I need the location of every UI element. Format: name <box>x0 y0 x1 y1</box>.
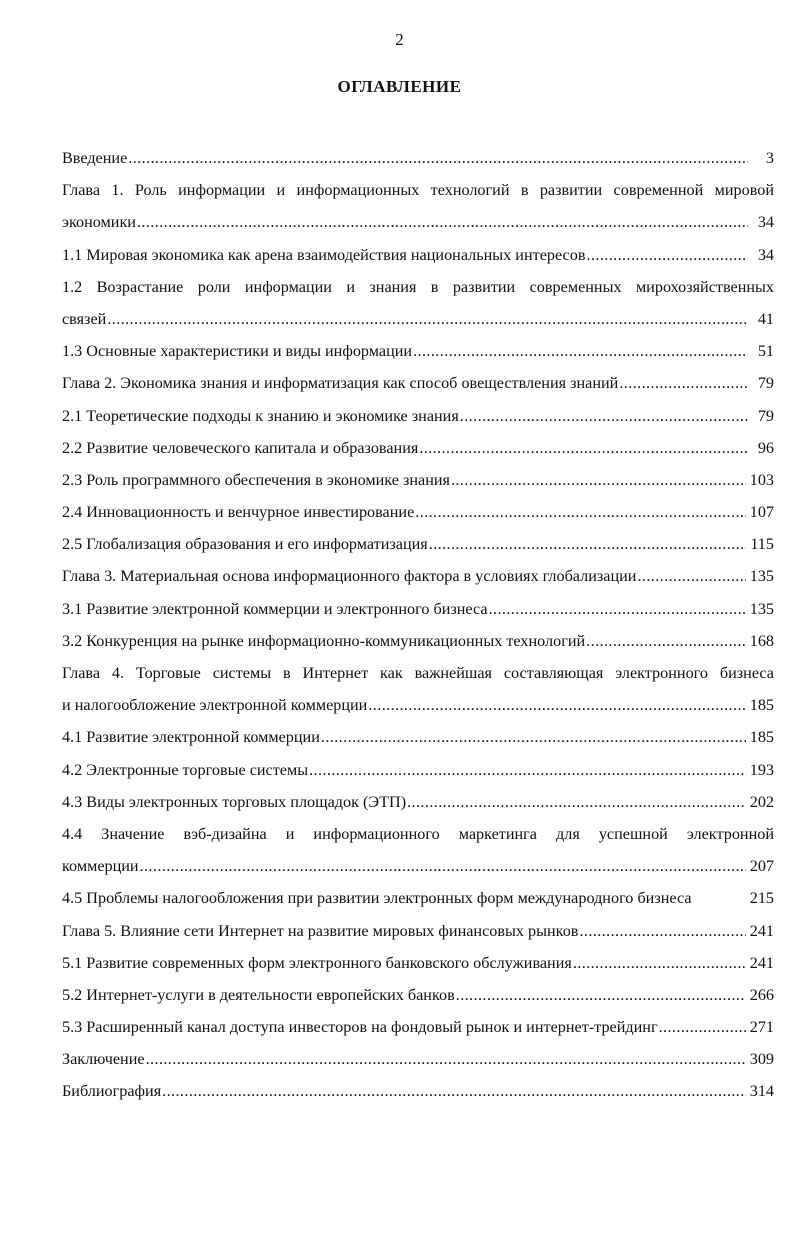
toc-page-number: 51 <box>757 342 774 361</box>
toc-entry[interactable] <box>62 979 774 1011</box>
toc-entry[interactable] <box>62 335 774 367</box>
toc-page-number: 241 <box>749 921 774 940</box>
toc-entry[interactable] <box>62 786 774 818</box>
toc-entry[interactable] <box>62 947 774 979</box>
dot-leader <box>637 560 745 592</box>
toc-entry-text: 3.1 Развитие электронной коммерции и электронного бизнеса <box>62 599 488 618</box>
toc-entry[interactable] <box>62 818 774 882</box>
page-number: 2 <box>395 30 404 49</box>
toc-entry-text: 4.3 Виды электронных торговых площадок (ЭТП) <box>62 792 407 811</box>
toc-page-number: 3 <box>765 149 774 167</box>
toc-entry[interactable] <box>62 593 774 625</box>
dot-leader <box>456 979 746 1011</box>
toc-entry-text: 2.4 Инновационность и венчурное инвестирование <box>62 503 415 522</box>
dot-leader <box>309 754 746 786</box>
dot-leader <box>137 206 748 238</box>
toc-entry-text: Заключение <box>62 1050 145 1069</box>
toc-entry-text: 4.1 Развитие электронной коммерции <box>62 728 320 747</box>
toc-entry-text: Библиография <box>62 1082 162 1101</box>
toc-page-number: 107 <box>749 503 774 522</box>
toc-entry[interactable] <box>62 915 774 947</box>
toc-page-number: 266 <box>749 985 774 1004</box>
toc-entry-text: Введение <box>62 149 128 167</box>
toc-entry[interactable] <box>62 754 774 786</box>
toc-page-number: 314 <box>749 1082 774 1101</box>
toc-page-number: 135 <box>749 599 774 618</box>
toc-entry[interactable] <box>62 400 774 432</box>
toc-page-number: 41 <box>757 309 774 328</box>
toc-page-number: 202 <box>749 792 774 811</box>
toc-entry[interactable] <box>62 464 774 496</box>
toc-entry-text: 1.1 Мировая экономика как арена взаимодействия национальных интересов <box>62 245 586 264</box>
toc-entry-text: 5.3 Расширенный канал доступа инвесторов на фондовый рынок и интернет-трейдинг <box>62 1018 658 1037</box>
toc-entry-text: 4.4 Значение вэб-дизайна и информационного маркетинга для успешной электронной <box>62 824 774 843</box>
toc-entry-text: 4.5 Проблемы налогообложения при развитии электронных форм международного бизнеса <box>62 889 692 908</box>
toc-page-number: 34 <box>757 245 774 264</box>
toc-entry[interactable] <box>62 271 774 335</box>
toc-entry[interactable] <box>62 625 774 657</box>
toc-entry[interactable] <box>62 496 774 528</box>
toc-entry[interactable] <box>62 367 774 399</box>
toc-entry-text: коммерции <box>62 857 139 876</box>
dot-leader <box>586 239 748 271</box>
toc-entry-text: Глава 3. Материальная основа информационного фактора в условиях глобализации <box>62 567 637 586</box>
toc-entry-text: 3.2 Конкуренция на рынке информационно-коммуникационных технологий <box>62 631 586 650</box>
toc-entry-text: и налогообложение электронной коммерции <box>62 696 368 715</box>
toc-entry[interactable] <box>62 657 774 721</box>
toc-page-number: 215 <box>749 889 774 908</box>
toc-page-number: 103 <box>749 470 774 489</box>
toc-entry-text: 1.3 Основные характеристики и виды информации <box>62 342 413 361</box>
dot-leader <box>413 335 748 367</box>
toc-entry[interactable] <box>62 1011 774 1043</box>
toc-entry[interactable] <box>62 174 774 238</box>
toc-entry-text: Глава 1. Роль информации и информационных технологий в развитии современной мировой <box>62 181 774 200</box>
dot-leader <box>451 464 746 496</box>
toc-entry-text: 5.1 Развитие современных форм электронного банковского обслуживания <box>62 953 572 972</box>
toc-entry[interactable] <box>62 528 774 560</box>
toc-entry-text: Глава 4. Торговые системы в Интернет как важнейшая составляющая электронного бизнеса <box>62 664 774 682</box>
dot-leader <box>140 850 746 882</box>
page-title: ОГЛАВЛЕНИЕ <box>337 77 462 96</box>
toc-entry-text: Глава 2. Экономика знания и информатизация как способ овеществления знаний <box>62 374 619 393</box>
dot-leader <box>146 1043 746 1075</box>
toc-page-number: 271 <box>749 1018 774 1037</box>
toc-page-number: 185 <box>749 728 774 747</box>
toc-entry[interactable] <box>62 560 774 592</box>
toc-page-number: 79 <box>757 406 774 425</box>
dot-leader <box>407 786 746 818</box>
toc-page-number: 309 <box>749 1050 774 1069</box>
toc-page-number: 135 <box>749 567 774 586</box>
toc-entry[interactable] <box>62 432 774 464</box>
toc-entry[interactable] <box>62 142 774 174</box>
toc-entry[interactable] <box>62 882 774 914</box>
dot-leader <box>460 400 748 432</box>
toc-entry[interactable] <box>62 1043 774 1075</box>
toc-entry[interactable] <box>62 1075 774 1107</box>
dot-leader <box>107 303 748 335</box>
dot-leader <box>573 947 746 979</box>
toc-entry-text: 5.2 Интернет-услуги в деятельности европейских банков <box>62 985 455 1004</box>
toc-entry-text: 4.2 Электронные торговые системы <box>62 760 309 779</box>
toc-page-number: 193 <box>749 760 774 779</box>
dot-leader <box>579 915 745 947</box>
toc-entry-text: Глава 5. Влияние сети Интернет на развитие мировых финансовых рынков <box>62 921 579 940</box>
dot-leader <box>429 528 747 560</box>
toc-page-number: 185 <box>749 696 774 715</box>
toc-page-number: 241 <box>749 953 774 972</box>
toc-entry-text: 2.5 Глобализация образования и его информатизация <box>62 535 428 554</box>
toc-entry-text: 2.3 Роль программного обеспечения в экономике знания <box>62 470 450 489</box>
toc-entry-text: 1.2 Возрастание роли информации и знания в развитии современных мирохозяйственных <box>62 277 774 296</box>
toc-page-number: 207 <box>749 857 774 876</box>
toc-entry-text: связей <box>62 309 107 328</box>
dot-leader <box>489 593 746 625</box>
toc-entry[interactable] <box>62 239 774 271</box>
toc-entry-text: 2.1 Теоретические подходы к знанию и экономике знания <box>62 406 459 425</box>
dot-leader <box>659 1011 746 1043</box>
toc-entry[interactable] <box>62 721 774 753</box>
toc-page-number: 168 <box>749 631 774 650</box>
dot-leader <box>619 367 748 399</box>
dot-leader <box>586 625 746 657</box>
dot-leader <box>368 689 745 721</box>
dot-leader <box>162 1075 746 1107</box>
dot-leader <box>415 496 745 528</box>
toc-page-number: 34 <box>757 213 774 232</box>
toc-entry-text: экономики <box>62 213 136 232</box>
table-of-contents <box>62 142 774 1108</box>
toc-page-number: 79 <box>757 374 774 393</box>
toc-page-number: 96 <box>757 438 774 457</box>
toc-entry-text: 2.2 Развитие человеческого капитала и образования <box>62 438 419 457</box>
toc-page-number: 115 <box>750 535 774 554</box>
dot-leader <box>419 432 748 464</box>
dot-leader <box>128 142 748 174</box>
dot-leader <box>321 721 746 753</box>
